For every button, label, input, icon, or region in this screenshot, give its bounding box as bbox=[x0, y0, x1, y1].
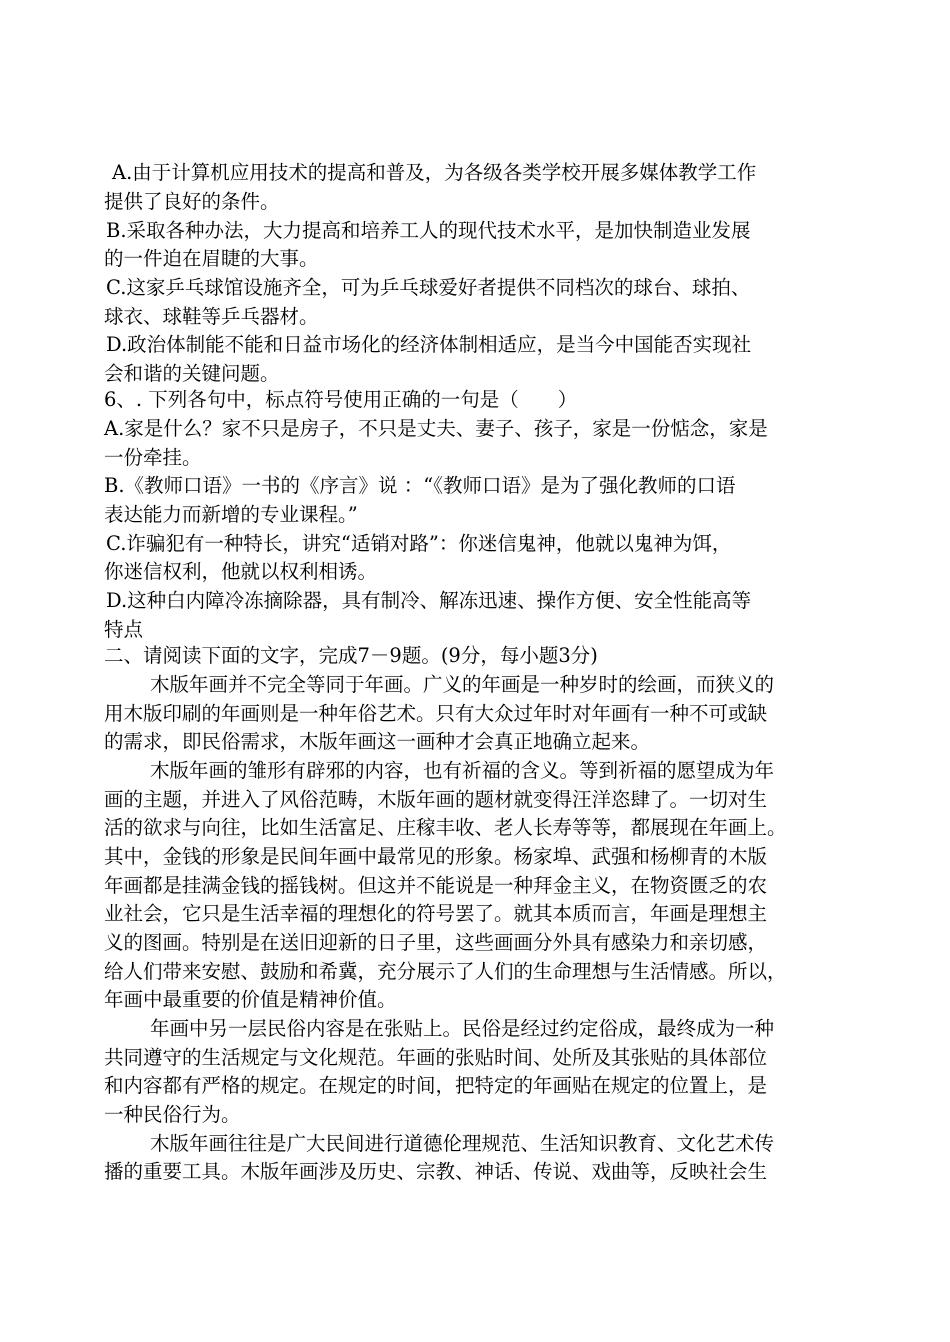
question-6-stem: 6、. 下列各句中，标点符号使用正确的一句是（ ） bbox=[104, 388, 578, 411]
passage-line: 用木版印刷的年画则是一种年俗艺术。只有大众过年时对年画有一种不可或缺 bbox=[104, 702, 768, 725]
q6-option-c-line-1: C.诈骗犯有一种特长，讲究“适销对路”：你迷信鬼神，他就以鬼神为饵， bbox=[106, 532, 732, 555]
q6-option-a-line-2: 一份牵挂。 bbox=[104, 446, 202, 469]
q6-option-d-line-2: 特点 bbox=[104, 618, 144, 641]
passage-line: 其中，金钱的形象是民间年画中最常见的形象。杨家埠、武强和杨柳青的木版 bbox=[104, 845, 768, 868]
option-c-line-2: 球衣、球鞋等乒乓器材。 bbox=[104, 305, 319, 328]
passage-line: 年画中另一层民俗内容是在张贴上。民俗是经过约定俗成，最终成为一种 bbox=[150, 1017, 775, 1040]
option-a-line-2: 提供了良好的条件。 bbox=[104, 190, 280, 213]
passage-line: 活的欲求与向往，比如生活富足、庄稼丰收、老人长寿等等，都展现在年画上。 bbox=[104, 816, 787, 839]
passage-line: 共同遵守的生活规定与文化规范。年画的张贴时间、处所及其张贴的具体部位 bbox=[104, 1046, 768, 1069]
passage-line: 一种民俗行为。 bbox=[104, 1103, 241, 1126]
option-d-line-1: D.政治体制能不能和日益市场化的经济体制相适应，是当今中国能否实现社 bbox=[106, 333, 752, 356]
passage-line: 的需求，即民俗需求，木版年画这一画种才会真正地确立起来。 bbox=[104, 730, 651, 753]
option-d-line-2: 会和谐的关键问题。 bbox=[104, 362, 280, 385]
option-b-line-2: 的一件迫在眉睫的大事。 bbox=[104, 247, 319, 270]
passage-line: 木版年画的雏形有辟邪的内容，也有祈福的含义。等到祈福的愿望成为年 bbox=[150, 759, 775, 782]
passage-line: 画的主题，并进入了风俗范畴，木版年画的题材就变得汪洋恣肆了。一切对生 bbox=[104, 788, 768, 811]
section-2-heading: 二、请阅读下面的文字，完成7－9题。(9分，每小题3分) bbox=[104, 644, 598, 667]
passage-line: 给人们带来安慰、鼓励和希冀，充分展示了人们的生命理想与生活情感。所以， bbox=[104, 960, 787, 983]
passage-line: 和内容都有严格的规定。在规定的时间，把特定的年画贴在规定的位置上，是 bbox=[104, 1074, 768, 1097]
passage-line: 年画中最重要的价值是精神价值。 bbox=[104, 988, 397, 1011]
q6-option-a-line-1: A.家是什么？家不只是房子，不只是丈夫、妻子、孩子，家是一份惦念，家是 bbox=[104, 417, 768, 440]
passage-line: 年画都是挂满金钱的摇钱树。但这并不能说是一种拜金主义，在物资匮乏的农 bbox=[104, 874, 768, 897]
passage-line: 义的图画。特别是在送旧迎新的日子里，这些画画分外具有感染力和亲切感， bbox=[104, 931, 768, 954]
q6-option-b-line-1: B.《教师口语》一书的《序言》说 ：“《教师口语》是为了强化教师的口语 bbox=[104, 474, 736, 497]
option-b-line-1: B.采取各种办法，大力提高和培养工人的现代技术水平，是加快制造业发展 bbox=[106, 219, 751, 242]
q6-option-b-line-2: 表达能力而新增的专业课程。” bbox=[104, 503, 358, 526]
passage-line: 木版年画并不完全等同于年画。广义的年画是一种岁时的绘画，而狭义的 bbox=[150, 673, 775, 696]
passage-line: 木版年画往往是广大民间进行道德伦理规范、生活知识教育、文化艺术传 bbox=[150, 1132, 775, 1155]
q6-option-c-line-2: 你迷信权利，他就以权利相诱。 bbox=[104, 560, 378, 583]
option-c-line-1: C.这家乒乓球馆设施齐全，可为乒乓球爱好者提供不同档次的球台、球拍、 bbox=[106, 276, 751, 299]
passage-line: 业社会，它只是生活幸福的理想化的符号罢了。就其本质而言，年画是理想主 bbox=[104, 902, 768, 925]
option-a-line-1: A.由于计算机应用技术的提高和普及，为各级各类学校开展多媒体教学工作 bbox=[112, 161, 757, 184]
passage-line: 播的重要工具。木版年画涉及历史、宗教、神话、传说、戏曲等，反映社会生 bbox=[104, 1160, 768, 1183]
q6-option-d-line-1: D.这种白内障冷冻摘除器，具有制冷、解冻迅速、操作方便、安全性能高等 bbox=[106, 589, 752, 612]
